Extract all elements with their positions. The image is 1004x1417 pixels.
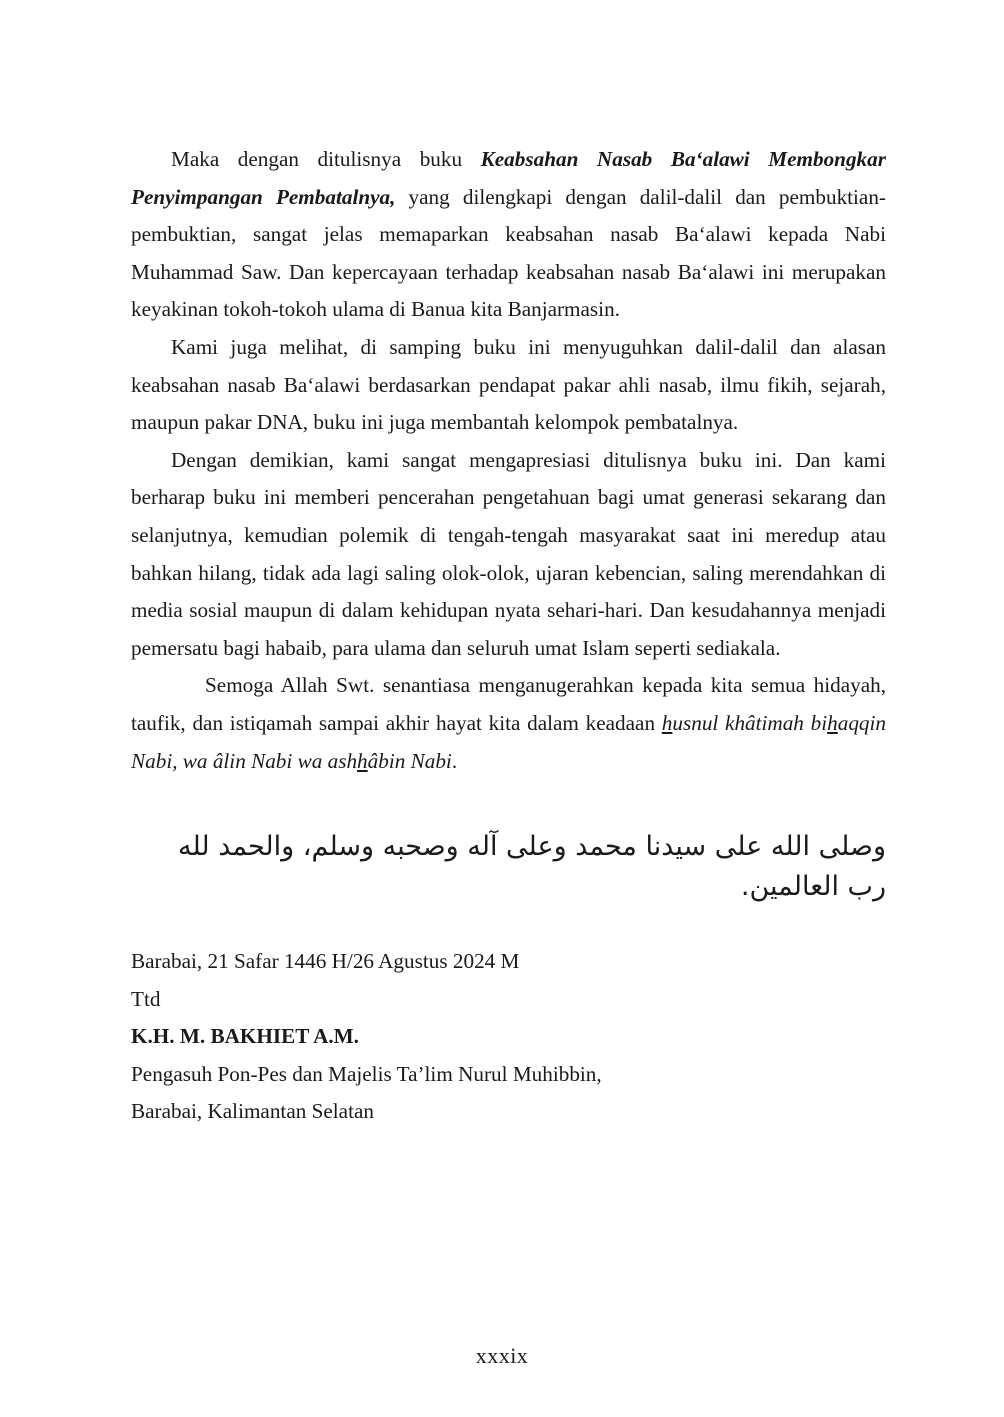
underlined-letter: h (827, 710, 838, 735)
underlined-letter: h (661, 710, 673, 735)
closing-phrase-part-1: usnul khâtimah bi (672, 710, 828, 735)
signature-place-date: Barabai, 21 Safar 1446 H/26 Agustus 2024 M (131, 949, 520, 974)
paragraph-4 (131, 667, 886, 780)
main-content (131, 141, 886, 1131)
book-title: Keabsahan Nasab Ba‘alawi Membongkar Penyimpangan Pembatalnya, (131, 147, 886, 209)
arabic-closing-prayer: وصلى الله على سيدنا محمد وعلى آله وصحبه وسلم، والحمد لله رب العالمين. (178, 831, 886, 903)
paragraph-3: Dengan demikian, kami sangat mengapresiasi ditulisnya buku ini. Dan kami berharap buku ini memberi pencerahan pengetahuan bagi umat generasi sekarang dan selanjutnya, kemudian polemik di tengah-tengah masyarakat saat ini meredup atau bahkan hilang, tidak ada lagi saling olok-olok, ujaran kebencian, saling merendahkan di media sosial maupun di dalam kehidupan nyata sehari-hari. Dan kesudahannya menjadi pemersatu bagi habaib, para ulama dan seluruh umat Islam seperti sediakala. (131, 447, 886, 660)
signatory-position: Pengasuh Pon-Pes dan Majelis Ta’lim Nurul Muhibbin, (131, 1061, 602, 1086)
paragraph-1 (131, 141, 886, 329)
closing-phrase-part-3: âbin Nabi (367, 748, 452, 773)
paragraph-2: Kami juga melihat, di samping buku ini menyuguhkan dalil-dalil dan alasan keabsahan nasab Ba‘alawi berdasarkan pendapat pakar ahli nasab, ilmu fikih, sejarah, maupun pakar DNA, buku ini juga membantah kelompok pembatalnya. (131, 334, 886, 435)
signatory-location: Barabai, Kalimantan Selatan (131, 1099, 374, 1124)
signatory-name: K.H. M. BAKHIET A.M. (131, 1024, 359, 1049)
signature-ttd: Ttd (131, 986, 161, 1011)
underlined-letter: h (357, 748, 368, 773)
paragraph-1-lead-text: Maka dengan ditulisnya buku (171, 147, 481, 171)
paragraph-4-lead-text: Semoga Allah Swt. senantiasa menganugerahkan kepada kita semua hidayah, taufik, dan istiqamah sampai akhir hayat kita dalam keadaan (131, 673, 886, 735)
signature-block (131, 943, 886, 1131)
page-number: xxxix (475, 1343, 529, 1368)
closing-period: . (451, 748, 458, 773)
paragraph-1-body-text: yang dilengkapi dengan dalil-dalil dan pembuktian-pembuktian, sangat jelas memaparkan keabsahan nasab Ba‘alawi kepada Nabi Muhammad Saw. Dan kepercayaan terhadap keabsahan nasab Ba‘alawi ini merupakan keyakinan tokoh-tokoh ulama di Banua kita Banjarmasin. (131, 184, 886, 322)
closing-phrase-part-2: aqqin Nabi, wa âlin Nabi wa ash (131, 710, 886, 773)
